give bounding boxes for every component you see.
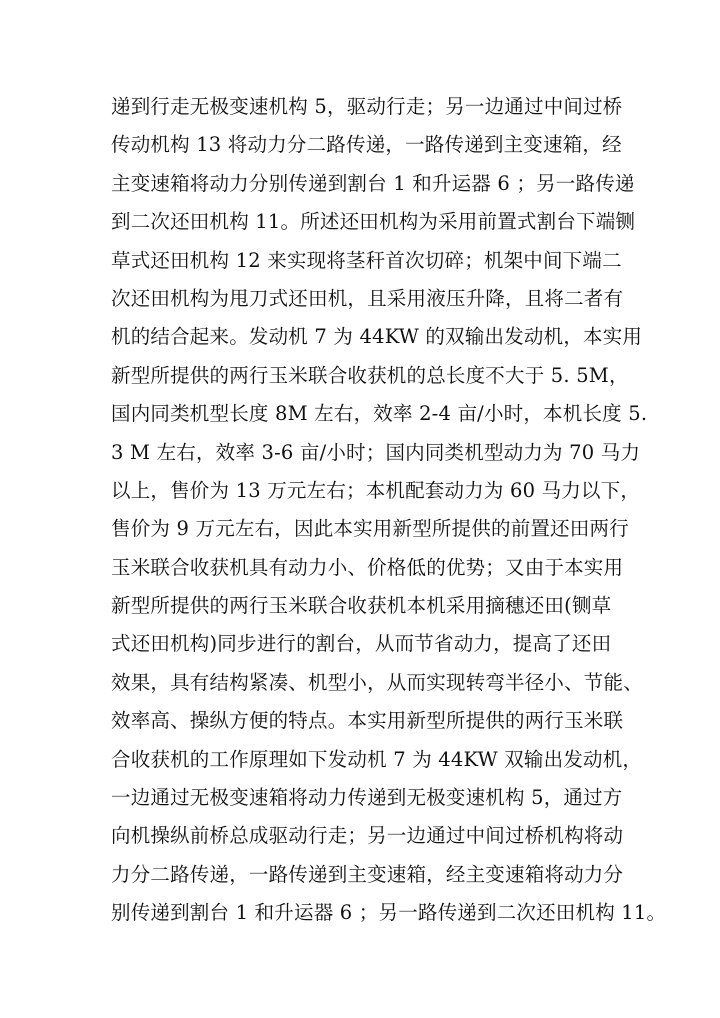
body-paragraph bbox=[111, 88, 667, 933]
text-line: 式还田机构)同步进行的割台，从而节省动力，提高了还田 bbox=[111, 632, 612, 656]
text-line: 以上，售价为 13 万元左右；本机配套动力为 60 马力以下， bbox=[111, 478, 641, 502]
text-line: 新型所提供的两行玉米联合收获机的总长度不大于 5. 5M， bbox=[111, 363, 629, 387]
text-line: 效率高、操纵方便的特点。本实用新型所提供的两行玉米联 bbox=[111, 709, 624, 733]
text-line: 一边通过无极变速箱将动力传递到无极变速机构 5，通过方 bbox=[111, 786, 623, 810]
text-line: 向机操纵前桥总成驱动行走；另一边通过中间过桥机构将动 bbox=[111, 824, 624, 848]
text-line: 力分二路传递，一路传递到主变速箱，经主变速箱将动力分 bbox=[111, 862, 624, 886]
text-line: 别传递到割台 1 和升运器 6 ；另一路传递到二次还田机构 11。 bbox=[111, 901, 667, 925]
text-line: 传动机构 13 将动力分二路传递，一路传递到主变速箱，经 bbox=[111, 133, 622, 157]
text-line: 效果，具有结构紧凑、机型小，从而实现转弯半径小、节能、 bbox=[111, 670, 643, 694]
text-line: 新型所提供的两行玉米联合收获机本机采用摘穗还田(铡草 bbox=[111, 594, 612, 618]
text-line: 国内同类机型长度 8M 左右，效率 2-4 亩/小时，本机长度 5. bbox=[111, 402, 648, 426]
text-line: 草式还田机构 12 来实现将茎秆首次切碎；机架中间下端二 bbox=[111, 248, 622, 272]
text-line: 售价为 9 万元左右，因此本实用新型所提供的前置还田两行 bbox=[111, 517, 629, 541]
text-line: 次还田机构为甩刀式还田机，且采用液压升降，且将二者有 bbox=[111, 286, 624, 310]
text-line: 玉米联合收获机具有动力小、价格低的优势；又由于本实用 bbox=[111, 555, 624, 579]
text-line: 到二次还田机构 11。所述还田机构为采用前置式割台下端铡 bbox=[111, 210, 636, 234]
text-line: 机的结合起来。发动机 7 为 44KW 的双输出发动机，本实用 bbox=[111, 325, 643, 349]
text-line: 3 M 左右，效率 3-6 亩/小时；国内同类机型动力为 70 马力 bbox=[111, 440, 641, 464]
text-line: 递到行走无极变速机构 5，驱动行走；另一边通过中间过桥 bbox=[111, 95, 623, 118]
text-line: 合收获机的工作原理如下发动机 7 为 44KW 双输出发动机， bbox=[111, 747, 643, 771]
text-line: 主变速箱将动力分别传递到割台 1 和升运器 6 ；另一路传递 bbox=[111, 171, 635, 195]
